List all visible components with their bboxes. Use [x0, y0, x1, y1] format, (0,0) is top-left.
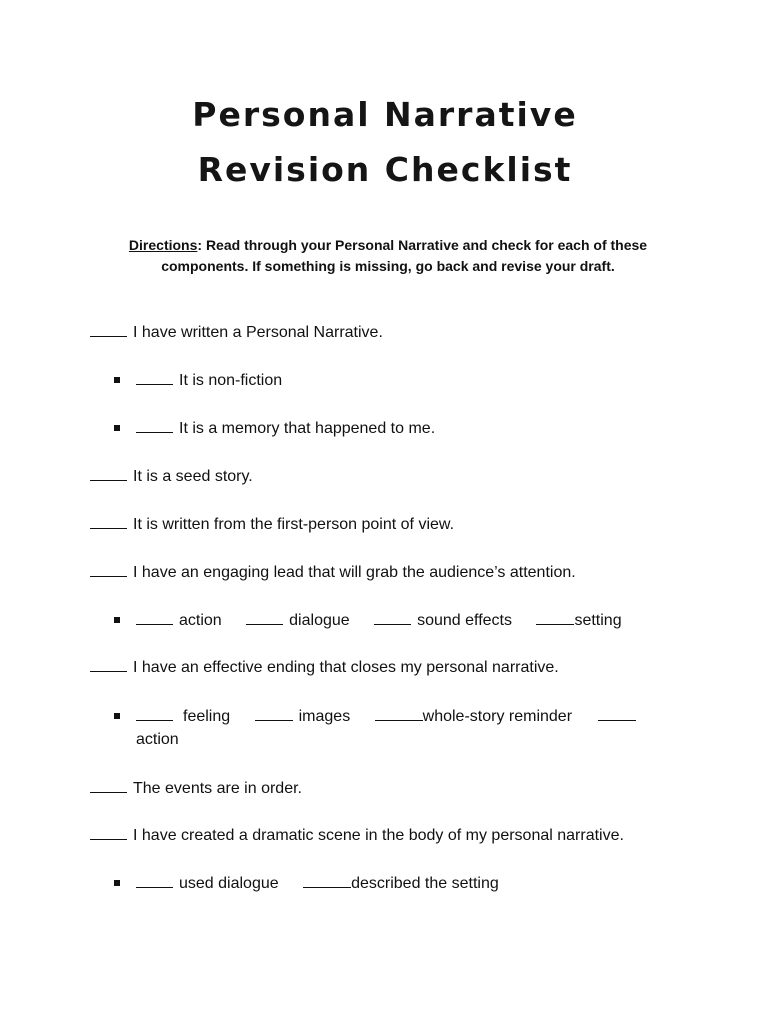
option-sound-effects: [374, 608, 512, 633]
check-blank[interactable]: [90, 512, 127, 529]
check-blank[interactable]: [136, 704, 173, 721]
check-blank[interactable]: [303, 871, 351, 888]
item-text: I have created a dramatic scene in the body of my personal narrative.: [133, 827, 624, 844]
scene-options: [136, 871, 519, 896]
checklist-item: [90, 823, 624, 848]
bullet-icon: [114, 713, 120, 719]
item-text: The events are in order.: [133, 780, 302, 797]
item-text: It is a seed story.: [133, 468, 253, 485]
directions: [98, 235, 678, 277]
item-text: I have an effective ending that closes my personal narrative.: [133, 659, 559, 676]
checklist-item: [90, 512, 454, 537]
title-line-2: Revision Checklist: [197, 150, 573, 189]
option-label: action: [179, 612, 222, 629]
option-label: feeling: [183, 708, 231, 725]
check-blank[interactable]: [90, 823, 127, 840]
bullet-icon: [114, 377, 120, 383]
option-feeling: [136, 704, 230, 729]
option-label: images: [298, 708, 351, 725]
check-blank[interactable]: [90, 464, 127, 481]
option-label: whole-story reminder: [422, 708, 573, 725]
check-blank[interactable]: [90, 560, 127, 577]
directions-text-1: : Read through your Personal Narrative and check for each of these: [197, 237, 648, 253]
check-blank[interactable]: [90, 655, 127, 672]
checklist-item: [90, 320, 383, 345]
check-blank[interactable]: [536, 608, 574, 625]
check-blank[interactable]: [136, 608, 173, 625]
check-blank[interactable]: [246, 608, 283, 625]
option-used-dialogue: [136, 871, 279, 896]
option-setting: [536, 608, 621, 633]
check-blank[interactable]: [598, 704, 636, 721]
check-blank[interactable]: [374, 608, 411, 625]
ending-options: [136, 704, 636, 729]
item-text: It is non-fiction: [179, 372, 283, 389]
lead-options: [136, 608, 642, 633]
checklist-subitem: [136, 368, 282, 393]
check-blank[interactable]: [136, 368, 173, 385]
option-action: [136, 608, 222, 633]
item-text: I have an engaging lead that will grab the audience’s attention.: [133, 564, 576, 581]
bullet-icon: [114, 425, 120, 431]
option-label: setting: [574, 612, 622, 629]
checklist-item: [90, 776, 302, 801]
checklist-item: [90, 464, 253, 489]
option-label: described the setting: [351, 875, 499, 892]
check-blank[interactable]: [375, 704, 423, 721]
item-text: It is a memory that happened to me.: [179, 420, 436, 437]
check-blank[interactable]: [136, 871, 173, 888]
title-line-1: Personal Narrative: [192, 95, 578, 134]
option-label: sound effects: [417, 612, 512, 629]
option-label: used dialogue: [179, 875, 279, 892]
check-blank[interactable]: [255, 704, 293, 721]
option-images: [255, 704, 351, 729]
directions-label: Directions: [128, 237, 198, 253]
item-text: It is written from the first-person point of view.: [133, 516, 455, 533]
bullet-icon: [114, 617, 120, 623]
directions-text-2: components. If something is missing, go back and revise your draft.: [161, 258, 615, 274]
bullet-icon: [114, 880, 120, 886]
checklist-subitem: [136, 416, 435, 441]
option-described-setting: [303, 871, 499, 896]
item-text: I have written a Personal Narrative.: [133, 324, 383, 341]
check-blank[interactable]: [90, 320, 127, 337]
checklist-item: [90, 655, 559, 680]
option-dialogue: [246, 608, 350, 633]
check-blank[interactable]: [90, 776, 127, 793]
check-blank[interactable]: [136, 416, 173, 433]
option-whole-story-reminder: [375, 704, 572, 729]
option-label: dialogue: [289, 612, 350, 629]
option-action-wrapped: action: [136, 731, 179, 748]
checklist-item: [90, 560, 576, 585]
